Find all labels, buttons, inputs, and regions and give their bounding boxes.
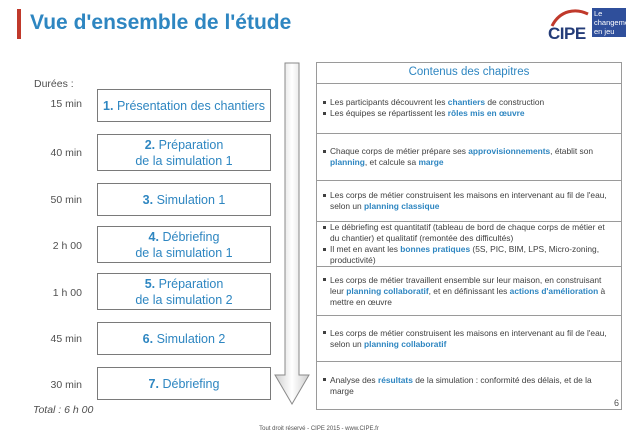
content-bullet (323, 275, 615, 308)
step-label-line-2: de la simulation 1 (135, 153, 233, 168)
bullet-text: de la simulation : conformité des délais, et de la marge (330, 374, 592, 396)
duration-4: 2 h 00 (52, 240, 82, 252)
step-4-box (97, 226, 271, 263)
content-row-5 (317, 267, 621, 316)
bullet-text: Les participants découvrent les (330, 97, 448, 107)
logo-tagline-line: Le (594, 9, 603, 18)
content-row-1 (317, 83, 621, 134)
page-number: 6 (614, 398, 620, 408)
bullet-text: , et en définissant les (428, 285, 510, 296)
content-bullet (323, 108, 544, 119)
step-7-box (97, 367, 271, 400)
bullet-highlight: marge (418, 157, 444, 167)
content-row-7 (317, 362, 621, 409)
bullet-highlight: planning (330, 157, 365, 167)
step-5-box (97, 273, 271, 310)
step-label: Simulation 2 (156, 331, 226, 346)
bullet-highlight: actions d'amélioration (509, 285, 599, 296)
content-row-3 (317, 181, 621, 222)
title-accent-bar (17, 9, 21, 39)
bullet-highlight: approvisionnements (468, 146, 551, 156)
chapter-contents-table (316, 62, 622, 410)
bullet-text: à mettre en œuvre (330, 285, 606, 307)
step-label-line-2: de la simulation 1 (135, 245, 233, 260)
timeline-arrow-icon (272, 62, 312, 407)
logo-name: CIPE (548, 24, 586, 43)
bullet-text: Le débriefing est quantitatif (tableau de bord de chaque corps de métier et du chantier) et qualitatif (remontée des difficultés) (330, 222, 605, 243)
content-bullet (323, 146, 615, 168)
bullet-text: Chaque corps de métier prépare ses (330, 146, 469, 156)
step-label: Préparation (158, 137, 224, 152)
bullet-text: Analyse des (330, 374, 378, 385)
step-number: 3. (142, 192, 154, 207)
table-header: Contenus des chapitres (317, 63, 621, 84)
bullet-text: , établit son (550, 146, 594, 156)
duration-6: 45 min (50, 333, 82, 345)
content-row-4 (317, 222, 621, 267)
step-1-box (97, 89, 271, 122)
content-bullet (323, 244, 615, 266)
bullet-highlight: bonnes pratiques (400, 244, 471, 254)
content-bullet (323, 375, 615, 397)
step-number: 2. (144, 137, 156, 152)
bullet-text: de construction (485, 97, 545, 107)
cipe-logo (548, 6, 636, 48)
content-bullet (323, 328, 615, 350)
step-6-box (97, 322, 271, 355)
bullet-text: (5S, PIC, BIM, LPS, Micro-zoning, productivité) (330, 244, 600, 265)
total-duration: Total : 6 h 00 (33, 404, 94, 416)
step-label: Débriefing (162, 229, 220, 244)
logo-tagline (592, 8, 636, 37)
bullet-highlight: résultats (377, 374, 413, 385)
duration-2: 40 min (50, 147, 82, 159)
content-bullet (323, 222, 615, 244)
page-title: Vue d'ensemble de l'étude (30, 11, 292, 34)
step-number: 5. (144, 276, 156, 291)
bullet-text: Les corps de métier travaillent ensemble sur leur maison, en construisant leur (330, 274, 602, 296)
step-number: 1. (103, 98, 114, 113)
step-label: Simulation 1 (156, 192, 226, 207)
bullet-text: Les corps de métier construisent les maisons en intervenant au fil de l'eau, selon un (330, 327, 607, 349)
footer-copyright: Tout droit réservé - CIPE 2015 - www.CIPE.fr (259, 426, 379, 432)
bullet-text: Les corps de métier construisent les maisons en intervenant au fil de l'eau, selon un (330, 190, 607, 211)
bullet-highlight: rôles mis en œuvre (447, 108, 525, 118)
content-bullet (323, 190, 615, 212)
duration-7: 30 min (50, 379, 82, 391)
logo-tagline-line: en jeu (594, 27, 615, 36)
step-2-box (97, 134, 271, 171)
content-bullet (323, 97, 544, 108)
step-label-line-2: de la simulation 2 (135, 292, 233, 307)
bullet-highlight: planning classique (364, 201, 440, 211)
durations-label: Durées : (34, 78, 74, 90)
bullet-highlight: chantiers (447, 97, 486, 107)
step-3-box (97, 183, 271, 216)
duration-1: 15 min (50, 98, 82, 110)
content-row-6 (317, 316, 621, 362)
bullet-text: Les équipes se répartissent les (330, 108, 448, 118)
step-label: Préparation (158, 276, 224, 291)
step-label: Débriefing (162, 376, 220, 391)
bullet-text: Il met en avant les (330, 244, 401, 254)
content-row-2 (317, 134, 621, 181)
step-number: 4. (148, 229, 159, 244)
logo-tagline-line: changement (594, 18, 636, 27)
bullet-text: , et calcule sa (364, 157, 419, 167)
bullet-highlight: planning collaboratif (346, 285, 429, 296)
duration-3: 50 min (50, 194, 82, 206)
bullet-highlight: planning collaboratif (364, 338, 447, 349)
step-number: 7. (148, 376, 159, 391)
step-label: Présentation des chantiers (116, 98, 265, 113)
duration-5: 1 h 00 (52, 287, 82, 299)
step-number: 6. (142, 331, 154, 346)
